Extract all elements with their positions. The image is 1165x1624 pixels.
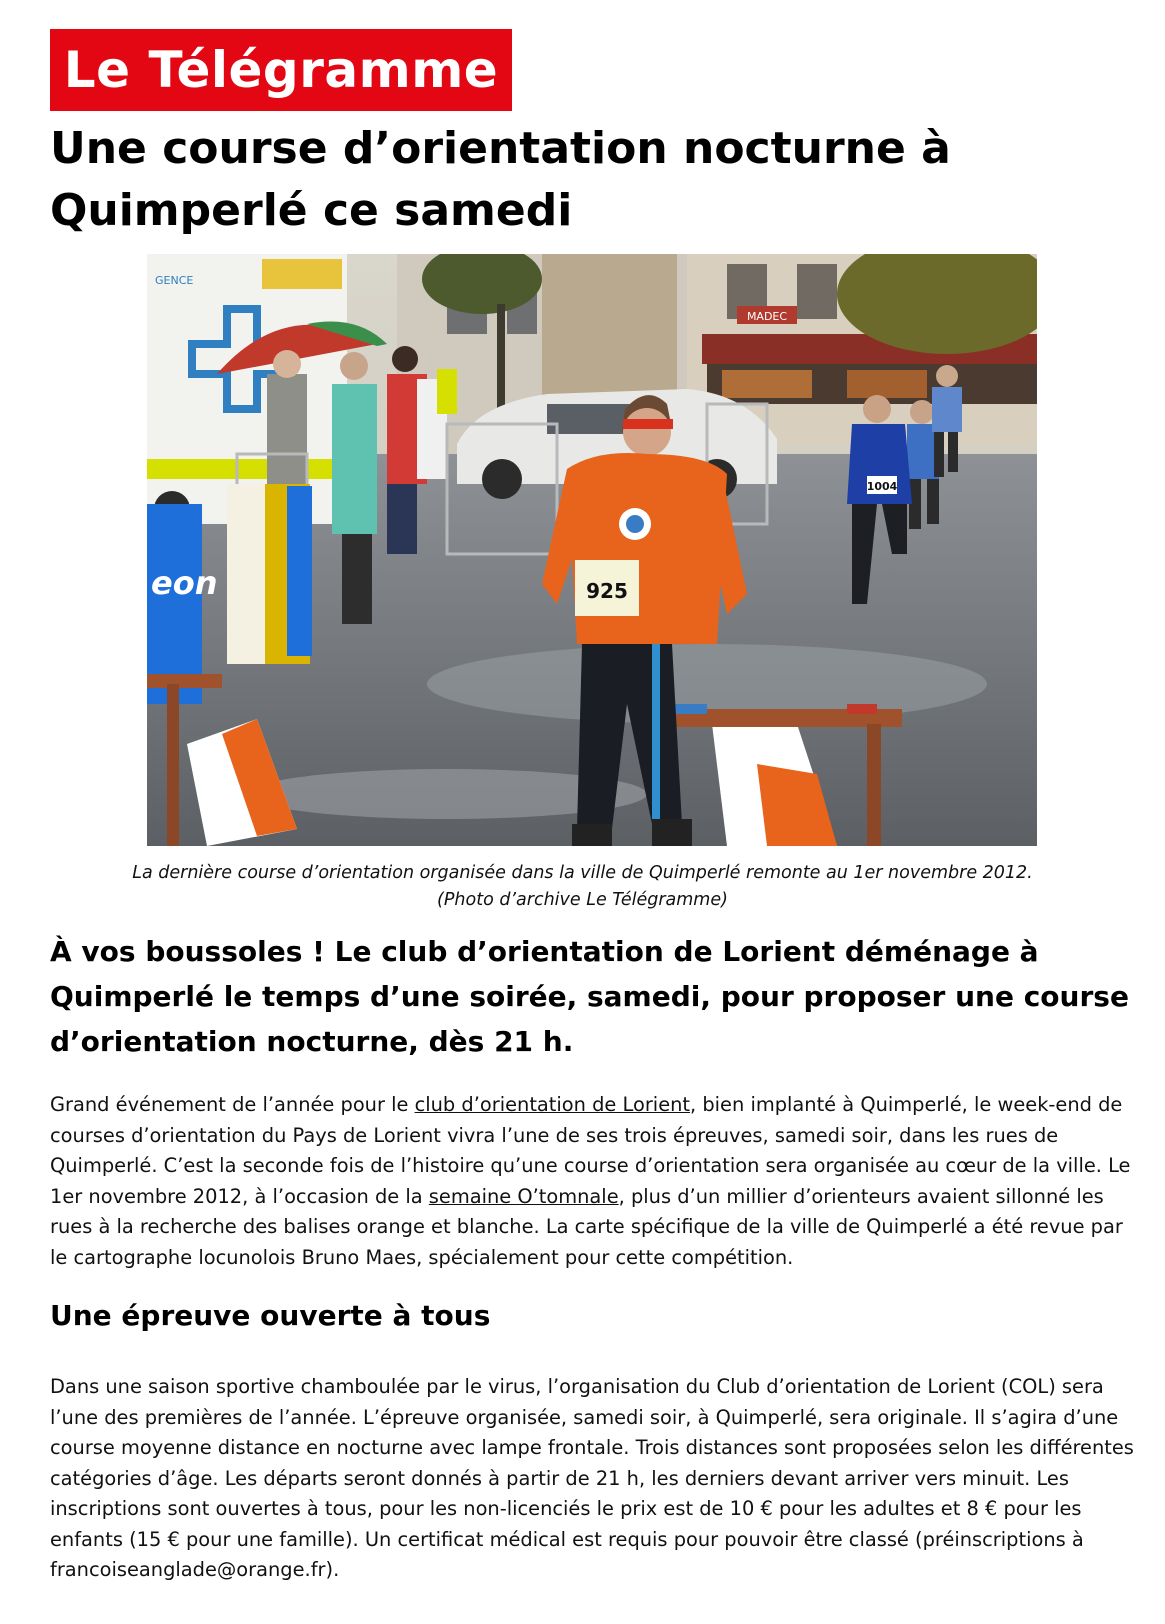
article-paragraph-1 <box>50 1090 1135 1273</box>
shop-sign-text: MADEC <box>746 310 788 323</box>
caption-line-2: (Photo d’archive Le Télégramme) <box>437 890 728 910</box>
article-headline: Une course d’orientation nocturne à Quimperlé ce samedi <box>50 123 951 236</box>
bib-text: 925 <box>586 579 628 603</box>
article-photo <box>147 254 1037 846</box>
paragraph-1-text-a: Grand événement de l’année pour le <box>50 1093 415 1116</box>
photo-caption <box>60 860 1105 914</box>
paragraph-1-text-b: , bien implanté à Quimperlé, le week-end de courses d’orientation du Pays de Lorient vivra l’une de ses trois épreuves, samedi soir, dans les rues de Quimperlé. C’est la seconde fois de l’histoire qu’une course d’orientation sera organisée au cœur de la ville. Le 1er novembre 2012, à l’occasion de la <box>50 1093 1131 1208</box>
club-link[interactable]: club d’orientation de Lorient <box>414 1093 691 1116</box>
article-paragraph-2: Dans une saison sportive chamboulée par le virus, l’organisation du Club d’orientation de Lorient (COL) sera l’une des premières de l’année. L’épreuve organisée, samedi soir, à Quimperlé, sera originale. Il s’agira d’une course moyenne distance en nocturne avec lampe frontale. Trois distances sont proposées selon les différentes catégories d’âge. Les départs seront donnés à partir de 21 h, les derniers devant arriver vers minuit. Les inscriptions sont ouvertes à tous, pour les non-licenciés le prix est de 10 € pour les adultes et 8 € pour les enfants (15 € pour une famille). Un certificat médical est requis pour pouvoir être classé (préinscriptions à francoiseanglade@orange.fr). <box>50 1375 1134 1581</box>
caption-line-1: La dernière course d’orientation organisée dans la ville de Quimperlé remonte au 1er novembre 2012. <box>132 863 1033 883</box>
van-text: GENCE <box>155 274 194 287</box>
paragraph-1-text-c: , plus d’un millier d’orienteurs avaient sillonné les rues à la recherche des balises orange et blanche. La carte spécifique de la ville de Quimperlé a été revue par le cartographe locunolois Bruno Maes, spécialement pour cette compétition. <box>50 1184 1123 1269</box>
banner-text: eon <box>151 564 218 602</box>
article-subheading: Une épreuve ouverte à tous <box>50 1299 491 1332</box>
article-lead: À vos boussoles ! Le club d’orientation de Lorient déménage à Quimperlé le temps d’une soirée, samedi, pour proposer une course d’orientation nocturne, dès 21 h. <box>50 935 1129 1058</box>
bib-2-text: 1004 <box>866 480 898 493</box>
otomnale-link[interactable]: semaine O’tomnale <box>428 1184 619 1208</box>
masthead-logo[interactable]: Le Télégramme <box>50 29 512 111</box>
